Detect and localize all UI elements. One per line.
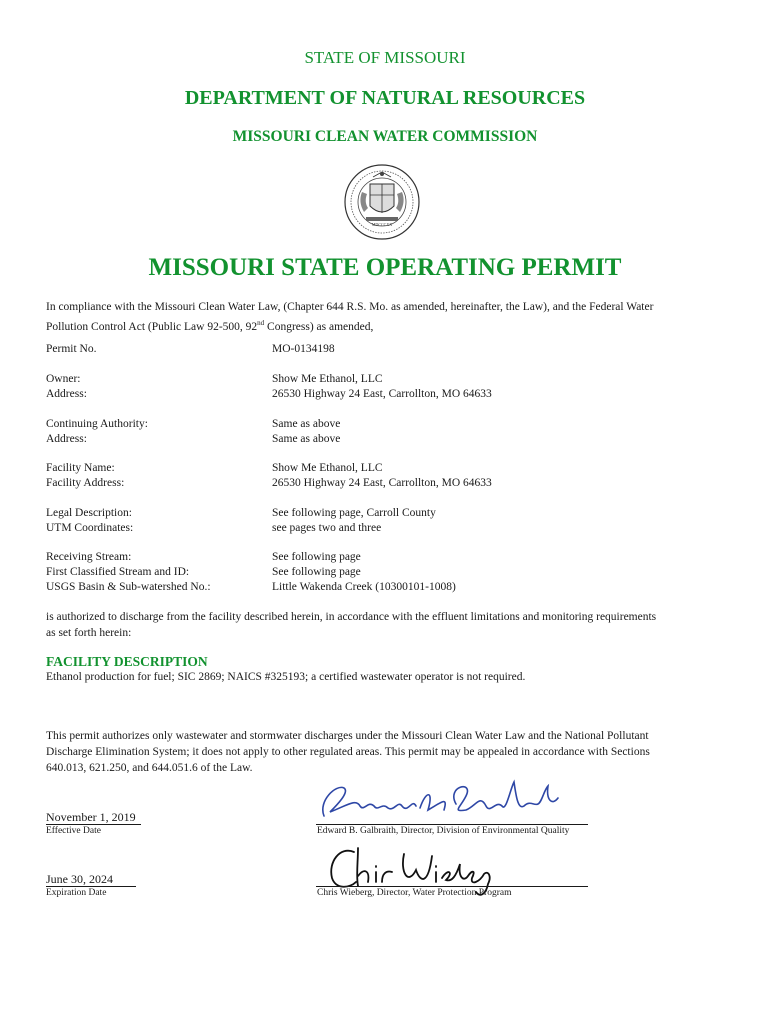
signer2-caption: Chris Wieberg, Director, Water Protection Program <box>317 888 512 898</box>
continuing-authority-label: Continuing Authority: <box>46 418 148 430</box>
stream-label-block <box>46 550 211 595</box>
state-heading: STATE OF MISSOURI <box>304 48 466 67</box>
expiration-date-line <box>46 886 136 887</box>
intro-line-2b: Congress) as amended, <box>264 320 374 333</box>
receiving-stream-label: Receiving Stream: <box>46 551 132 563</box>
owner-value-block <box>272 372 492 402</box>
commission-heading: MISSOURI CLEAN WATER COMMISSION <box>232 128 538 145</box>
expiration-date-label: Expiration Date <box>46 888 107 898</box>
facility-name-label: Facility Name: <box>46 462 115 474</box>
owner-address-value: 26530 Highway 24 East, Carrollton, MO 64633 <box>272 388 492 400</box>
continuing-authority-address-label: Address: <box>46 433 87 445</box>
effective-date-label: Effective Date <box>46 826 101 836</box>
continuing-authority-value: Same as above <box>272 418 341 430</box>
owner-value: Show Me Ethanol, LLC <box>272 373 383 385</box>
permit-title: MISSOURI STATE OPERATING PERMIT <box>148 254 622 281</box>
receiving-stream-value: See following page <box>272 551 361 563</box>
notice-line-2: Discharge Elimination System; it does not apply to other regulated areas. This permit may be appealed in accordance with Sections <box>46 746 650 758</box>
authorization-paragraph <box>46 609 726 641</box>
intro-line-2 <box>46 315 726 335</box>
usgs-basin-label: USGS Basin & Sub-watershed No.: <box>46 581 211 593</box>
owner-address-label: Address: <box>46 388 87 400</box>
stream-value-block <box>272 550 456 595</box>
state-seal <box>340 162 424 242</box>
continuing-authority-value-block <box>272 417 340 447</box>
permit-no-label: Permit No. <box>46 343 97 355</box>
facility-address-value: 26530 Highway 24 East, Carrollton, MO 64633 <box>272 477 492 489</box>
facility-description-heading: FACILITY DESCRIPTION <box>46 654 208 669</box>
legal-value-block <box>272 506 436 536</box>
intro-line-1: In compliance with the Missouri Clean Water Law, (Chapter 644 R.S. Mo. as amended, hereinafter, the Law), and the Federal Water <box>46 301 654 313</box>
notice-paragraph <box>46 728 726 776</box>
authorization-line-2: as set forth herein: <box>46 627 132 639</box>
legal-label-block <box>46 506 133 536</box>
facility-label-block <box>46 461 124 491</box>
department-heading: DEPARTMENT OF NATURAL RESOURCES <box>184 87 586 109</box>
usgs-basin-value: Little Wakenda Creek (10300101-1008) <box>272 581 456 593</box>
signer2-line <box>316 886 588 887</box>
authorization-line-1: is authorized to discharge from the facility described herein, in accordance with the effluent limitations and monitoring requirements <box>46 611 657 623</box>
owner-label-block <box>46 372 87 402</box>
expiration-date-value: June 30, 2024 <box>46 872 113 886</box>
facility-name-value: Show Me Ethanol, LLC <box>272 462 383 474</box>
owner-label: Owner: <box>46 373 81 385</box>
effective-date-value: November 1, 2019 <box>46 810 136 824</box>
galbraith-signature <box>316 776 576 826</box>
legal-description-value: See following page, Carroll County <box>272 507 436 519</box>
notice-line-3: 640.013, 621.250, and 644.051.6 of the Law. <box>46 762 253 774</box>
signer1-caption: Edward B. Galbraith, Director, Division of Environmental Quality <box>317 826 570 836</box>
facility-address-label: Facility Address: <box>46 477 125 489</box>
notice-line-1: This permit authorizes only wastewater and stormwater discharges under the Missouri Clean Water Law and the National Pollutant <box>46 730 649 742</box>
first-classified-stream-label: First Classified Stream and ID: <box>46 566 190 578</box>
facility-description-text: Ethanol production for fuel; SIC 2869; NAICS #325193; a certified wastewater operator is not required. <box>46 671 526 683</box>
permit-no-value: MO-0134198 <box>272 343 335 355</box>
intro-paragraph <box>46 299 726 335</box>
legal-description-label: Legal Description: <box>46 507 132 519</box>
signer1-line <box>316 824 588 825</box>
effective-date-line <box>46 824 141 825</box>
first-classified-stream-value: See following page <box>272 566 361 578</box>
continuing-authority-address-value: Same as above <box>272 433 341 445</box>
intro-line-2-sup: nd <box>257 319 265 327</box>
continuing-authority-label-block <box>46 417 148 447</box>
utm-coordinates-value: see pages two and three <box>272 522 382 534</box>
utm-coordinates-label: UTM Coordinates: <box>46 522 134 534</box>
facility-value-block <box>272 461 492 491</box>
intro-line-2a: Pollution Control Act (Public Law 92-500, 92 <box>46 320 258 333</box>
svg-text:MDCCCXX: MDCCCXX <box>371 222 393 227</box>
